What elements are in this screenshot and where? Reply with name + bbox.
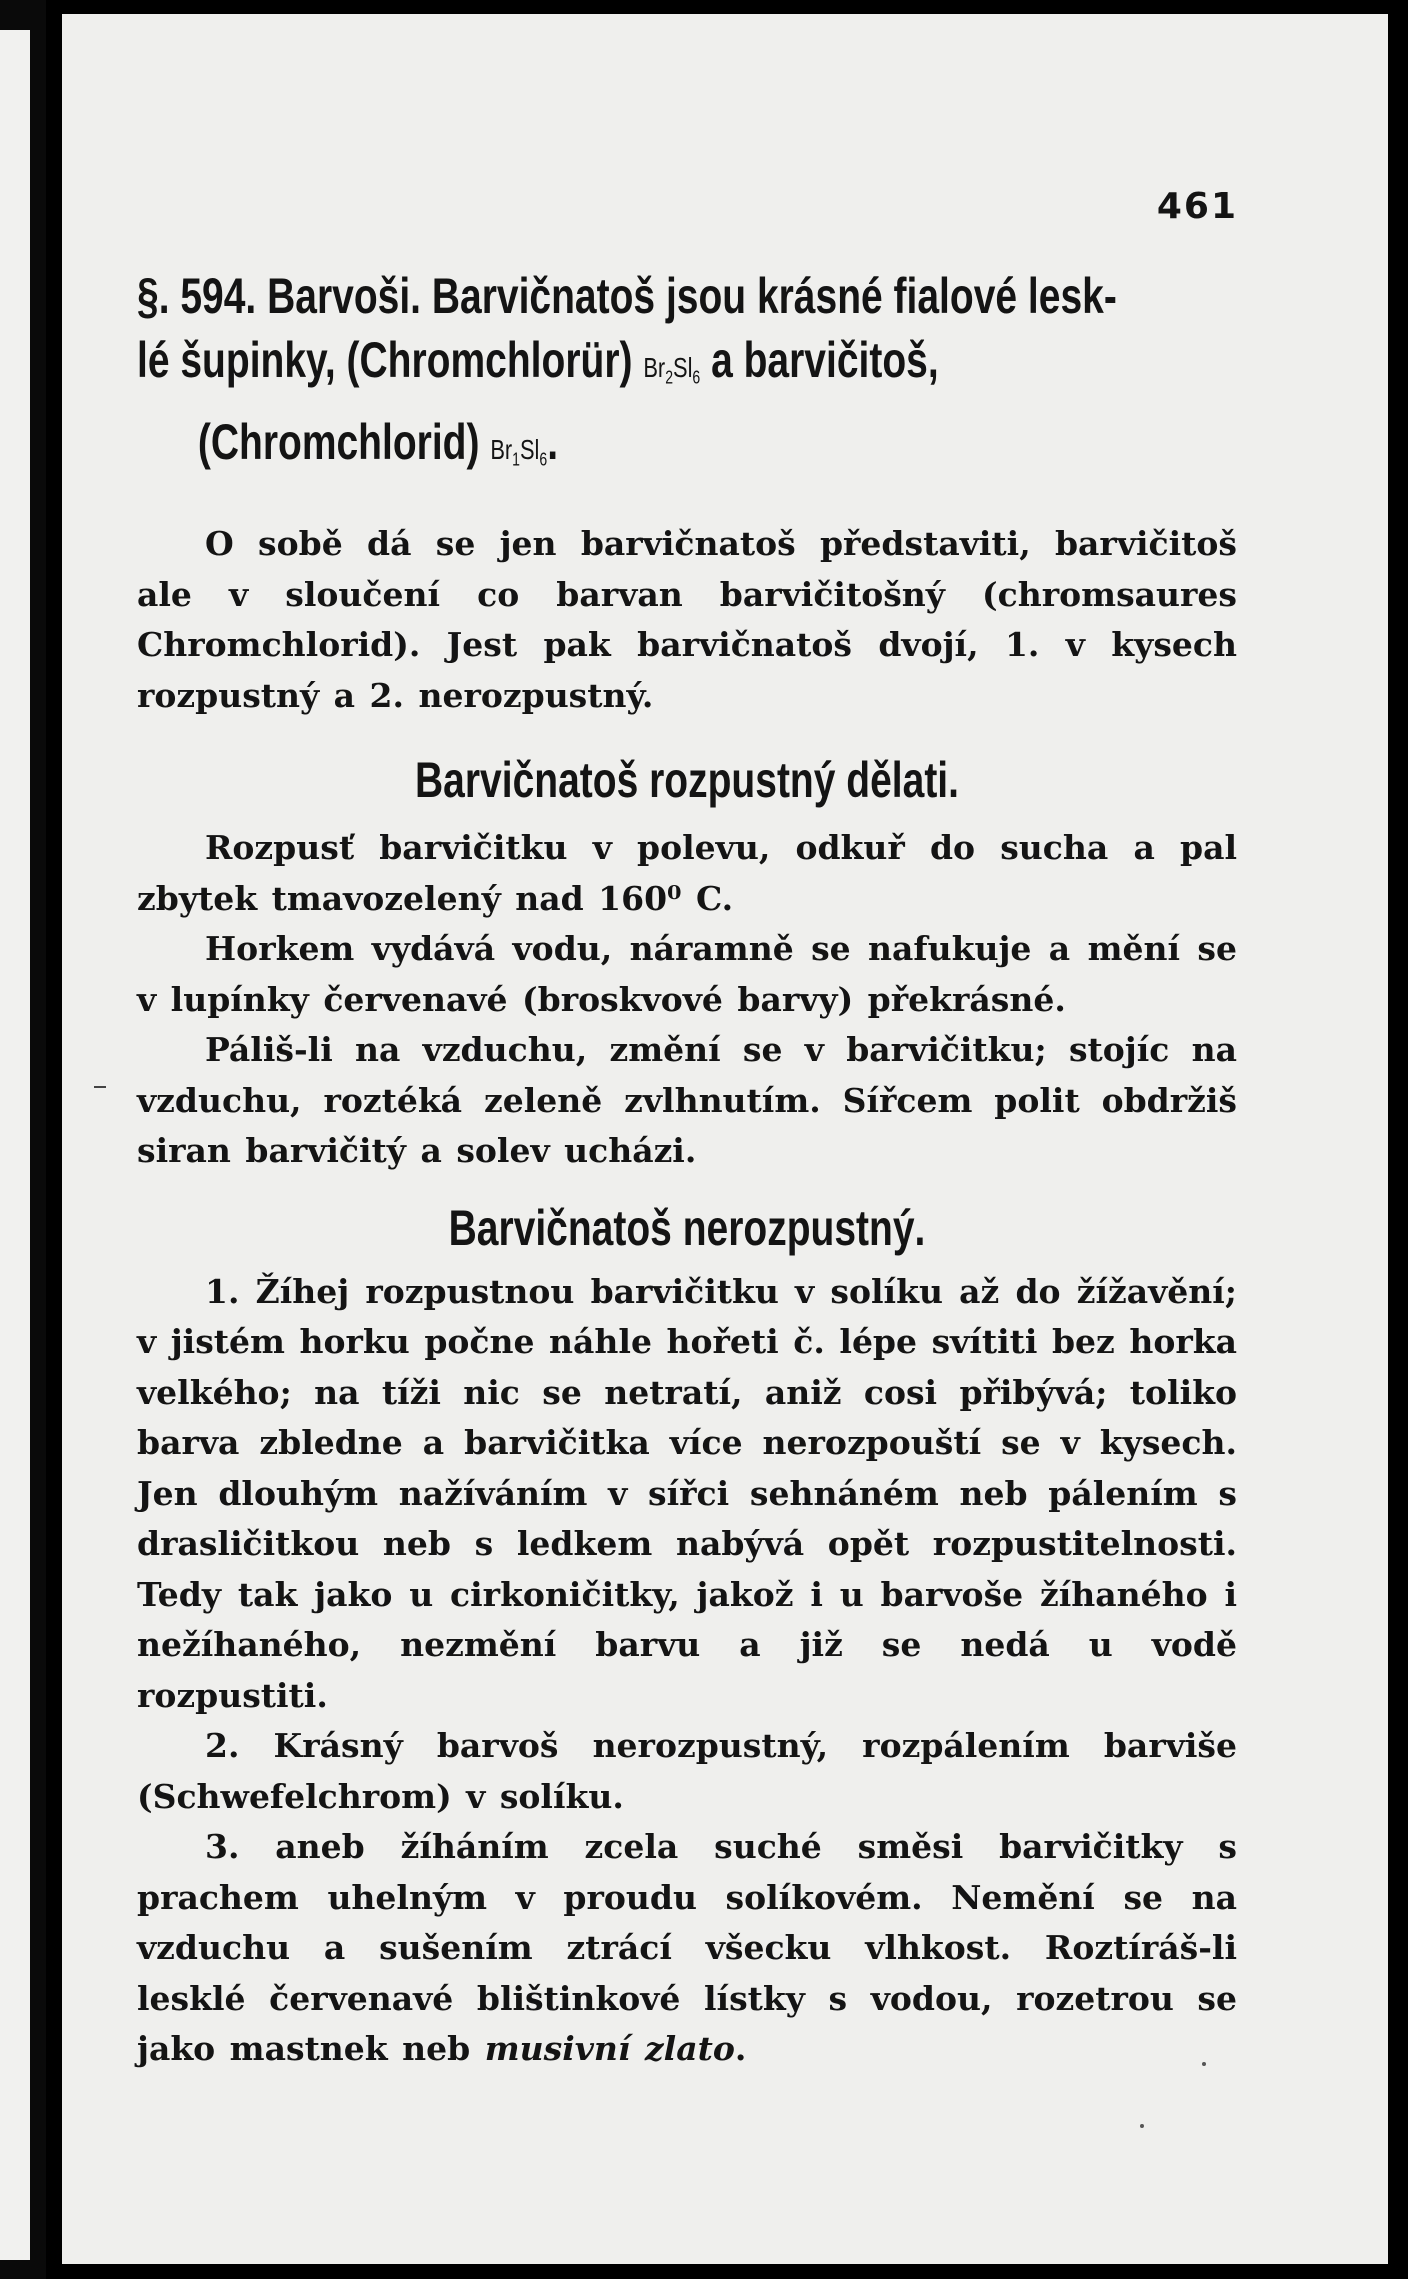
- book-page: [62, 14, 1388, 2264]
- margin-mark: [94, 1086, 106, 1088]
- paragraph: 2. Krásný barvoš nerozpustný, rozpálením barviše (Schwefelchrom) v solíku.: [137, 1726, 1237, 1816]
- chemical-formula: $Br_1Sl_6$: [490, 433, 548, 470]
- paragraph: 3. aneb žíháním zcela suché směsi barvičitky s prachem uhelným v proudu solíkovém. Nemění se na vzduchu a sušením ztrácí všecku vlhkost. Roztíráš-li lesklé červenavé blištinkové lístky s vodou, rozetrou se jako mastnek neb musivní zlato.: [137, 1827, 1237, 2069]
- section-title-tail: a barvičitoš,: [700, 332, 939, 388]
- section-title-line-2: [137, 328, 1237, 410]
- chemical-formula: $Br_2Sl_6$: [643, 352, 701, 388]
- heading-insoluble: Barvičnatoš nerozpustný.: [448, 1199, 926, 1256]
- speck: [1140, 2124, 1144, 2128]
- paragraph: Rozpusť barvičitku v polevu, odkuř do sucha a pal zbytek tmavozelený nad 160⁰ C.: [137, 828, 1237, 918]
- page-number: 461: [1156, 186, 1238, 227]
- section-title-line-1: §. 594. Barvoši. Barvičnatoš jsou krásné fialové lesk-: [137, 268, 1117, 324]
- adjacent-page-edge: [0, 0, 46, 2279]
- section-title-text: lé šupinky, (Chromchlorür): [137, 332, 633, 388]
- section-title-line-3: [137, 410, 1298, 492]
- paragraph: Páliš-li na vzduchu, změní se v barvičitku; stojíc na vzduchu, roztéká zeleně zvlhnutím. Sířcem polit obdržiš siran barvičitý a solev ucházi.: [137, 1030, 1237, 1171]
- section-title-tail: .: [547, 413, 559, 470]
- italic-emphasis: musivní zlato: [484, 2029, 735, 2069]
- speck: [1202, 2062, 1206, 2066]
- heading-soluble: Barvičnatoš rozpustný dělati.: [415, 752, 959, 809]
- paragraph: Horkem vydává vodu, náramně se nafukuje a mění se v lupínky červenavé (broskvové barvy) překrásné.: [137, 929, 1237, 1019]
- paragraph: 1. Žíhej rozpustnou barvičitku v solíku až do žížavění; v jistém horku počne náhle hořeti č. lépe svítiti bez horka velkého; na tíži nic se netratí, aniž cosi přibývá; toliko barva zbledne a barvičitka více nerozpouští se v kysech. Jen dlouhým nažíváním v sířci sehnáném neb pálením s drasličitkou neb s ledkem nabývá opět rozpustitelnosti. Tedy tak jako u cirkoničitky, jakož i u barvoše žíhaného i nežíhaného, nezmění barvu a již se nedá u vodě rozpustiti.: [137, 1271, 1237, 1715]
- section-title-text: (Chromchlorid): [197, 413, 480, 470]
- page-content: [137, 264, 1237, 2075]
- intro-paragraph: O sobě dá se jen barvičnatoš představiti, barvičitoš ale v sloučení co barvan barvičitošný (chromsaures Chromchlorid). Jest pak barvičnatoš dvojí, 1. v kysech rozpustný a 2. nerozpustný.: [137, 524, 1237, 715]
